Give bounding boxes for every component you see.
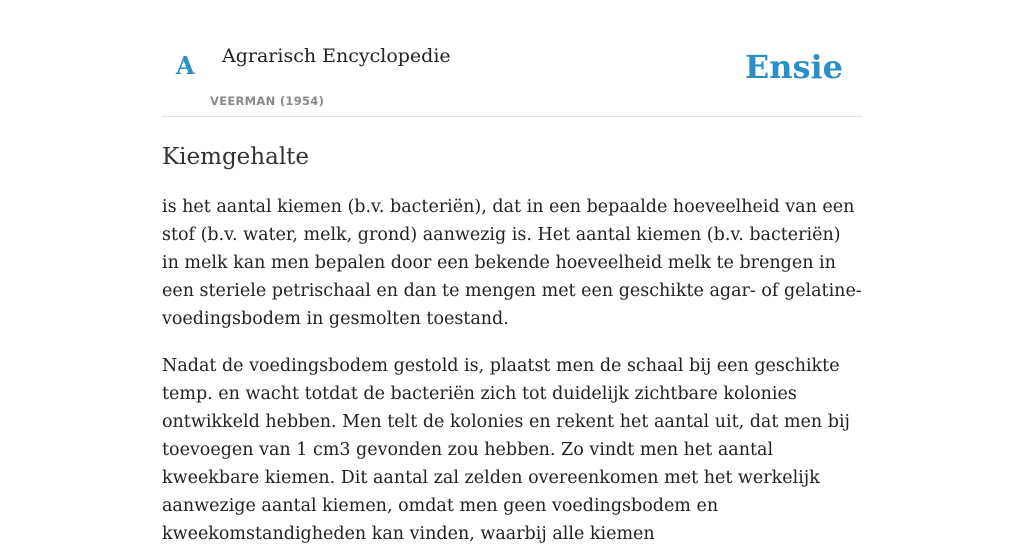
article-title: Kiemgehalte bbox=[162, 144, 310, 170]
book-header bbox=[162, 0, 862, 117]
book-title-link[interactable]: Agrarisch Encyclopedie bbox=[222, 45, 451, 67]
article-paragraph-2: Nadat de voedingsbodem gestold is, plaatst men de schaal bij een geschikte temp. en wacht totdat de bacteriën zich tot duidelijk zichtbare kolonies ontwikkeld hebben. Men telt de kolonies en rekent het aantal uit, dat men bij toevoegen van 1 cm3 gevonden zou hebben. Zo vindt men het aantal kweekbare kiemen. Dit aantal zal zelden overeenkomen met het werkelijk aanwezige aantal kiemen, omdat men geen voedingsbodem en kweekomstandigheden kan vinden, waarbij alle kiemen bbox=[162, 356, 850, 544]
ensie-logo-link[interactable]: Ensie bbox=[744, 48, 843, 86]
article-paragraph-1: is het aantal kiemen (b.v. bacteriën), dat in een bepaalde hoeveelheid van een stof (b.v. water, melk, grond) aanwezig is. Het aantal kiemen (b.v. bacteriën) in melk kan men bepalen door een bekende hoeveelheid melk te brengen in een steriele petrischaal en dan te mengen met een geschikte agar- of gelatine-voedingsbodem in gesmolten toestand. bbox=[162, 197, 862, 329]
article bbox=[162, 141, 862, 548]
book-letter-icon[interactable]: A bbox=[176, 51, 195, 80]
book-author-year: VEERMAN (1954) bbox=[210, 94, 325, 108]
page bbox=[162, 0, 862, 548]
